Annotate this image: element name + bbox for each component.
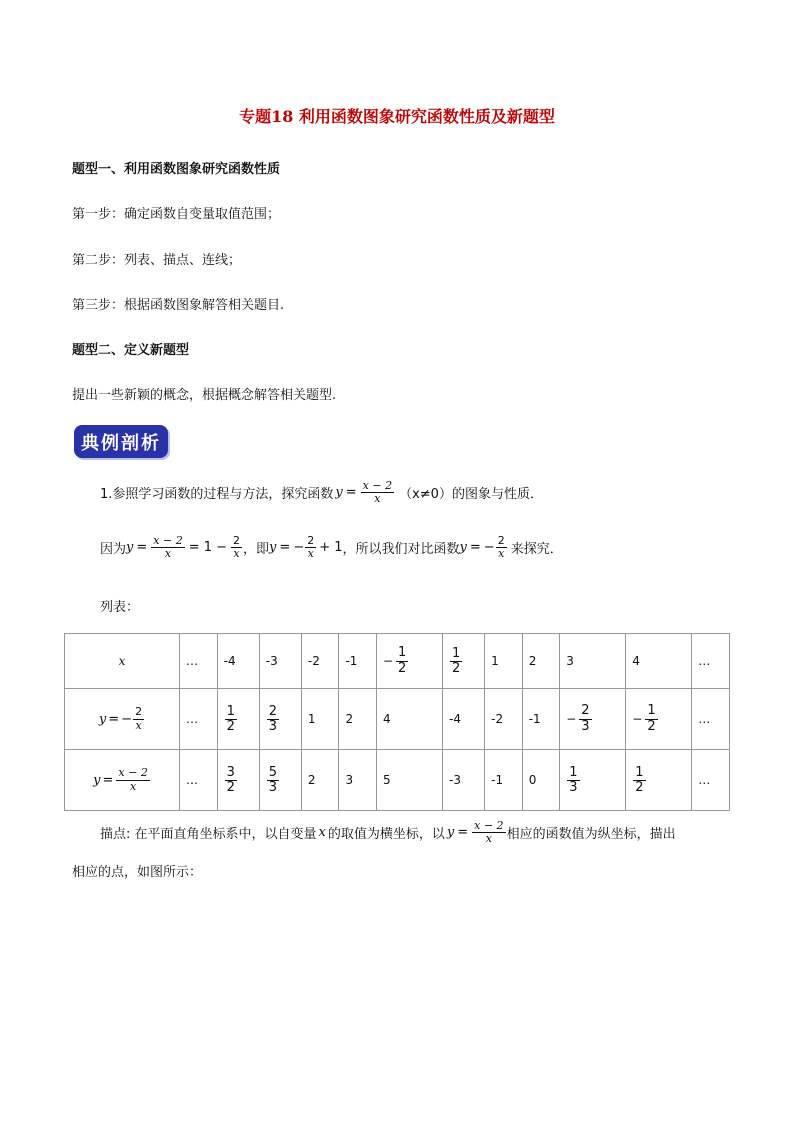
table-cell: … [692,634,730,689]
function-fraction [361,480,394,505]
table-cell: 5 [376,750,442,811]
row-head-y2 [65,750,180,811]
fraction-denominator: x [485,832,492,846]
table-cell: − $\frac{1}{2}$ [376,634,442,689]
table-cell: $\frac{1}{2}$ [626,750,692,811]
table-cell: -2 [301,634,339,689]
example-badge: 典例剖析 [74,425,168,458]
fraction-denominator: x [307,547,314,561]
compare-text: ，所以我们对比函数 [342,542,460,558]
table-cell: $\frac{2}{3}$ [259,689,301,750]
domain-condition: （x≠0）的图象与性质． [399,487,543,503]
table-cell: $\frac{1}{2}$ [217,689,259,750]
table-cell: 3 [560,634,626,689]
table-cell: 3 [339,750,377,811]
table-cell: … [692,689,730,750]
row-head-y1 [65,689,180,750]
page-title: 专题18 利用函数图象研究函数性质及新题型 [239,107,555,126]
table-cell: … [180,634,218,689]
miaodian-a: 描点: 在平面直角坐标系中，以自变量 [100,827,317,843]
table-cell: -1 [522,689,560,750]
fraction-denominator: x [233,547,240,561]
var-y: y [459,540,467,556]
table-cell: 2 [301,750,339,811]
equals-sign: = [102,772,114,788]
table-cell: 2 [339,689,377,750]
tanjiu-text: 来探究． [510,542,563,558]
because-line [100,535,563,560]
fraction-numerator: x − 2 [474,819,504,832]
problem-intro-line [100,480,543,505]
minus-sign: − [483,540,495,556]
miaodian-c: 相应的函数值为纵坐标，描出 [506,827,676,843]
plus-one: + 1 [319,540,343,556]
section2-heading: 题型二、定义新题型 [72,343,190,358]
two-over-x [305,535,316,560]
table-cell: -3 [259,634,301,689]
table-cell: $\frac{3}{2}$ [217,750,259,811]
fraction-numerator: 2 [135,705,143,719]
table-cell: -1 [485,750,523,811]
ji-text: ，即 [243,542,270,558]
table-cell: … [180,750,218,811]
step-3: 第三步：根据函数图象解答相关题目. [72,298,285,313]
fraction-numerator: x − 2 [118,766,148,780]
two-over-x [133,706,144,731]
problem-intro: 1.参照学习函数的过程与方法，探究函数 [100,487,334,503]
fraction-numerator: 2 [307,534,315,547]
minus-sign: − [121,711,133,727]
equals-sign: = [457,825,469,841]
fraction-numerator: 2 [497,534,505,547]
equals-sign: = [279,540,291,556]
step-2: 第二步：列表、描点、连线； [72,253,242,268]
equals-sign: = [469,540,481,556]
var-y: y [269,540,277,556]
section2-desc: 提出一些新颖的概念，根据概念解答相关题型. [72,388,337,403]
fraction-numerator: x − 2 [362,479,393,492]
miaodian-b: 的取值为横坐标，以 [327,827,445,843]
var-y: y [446,825,455,841]
table-cell: -1 [339,634,377,689]
var-y: y [335,485,343,501]
table-cell: … [180,689,218,750]
table-cell: -3 [443,750,485,811]
equals-sign: = [136,540,148,556]
table-cell: 4 [626,634,692,689]
step-1: 第一步：确定函数自变量取值范围； [72,207,281,222]
fraction-denominator: x [498,547,505,561]
liebiao-label: 列表： [100,600,140,615]
fraction-denominator: x [374,492,381,506]
row-head-x [65,634,180,689]
table-cell: − $\frac{1}{2}$ [626,689,692,750]
fraction-denominator: x [130,779,137,793]
section1-heading: 题型一、利用函数图象研究函数性质 [72,162,281,177]
table-cell: 0 [522,750,560,811]
table-cell: $\frac{1}{2}$ [443,634,485,689]
table-row-y1 [65,689,730,750]
table-cell: -4 [443,689,485,750]
equals-sign: = [345,485,357,501]
miaodian-line1 [100,820,676,845]
miaodian-line2: 相应的点，如图所示： [72,865,203,880]
table-cell: 4 [376,689,442,750]
function-fraction [151,535,184,560]
function-fraction [472,820,505,845]
table-cell: -2 [485,689,523,750]
table-row-y2 [65,750,730,811]
values-table [64,633,730,811]
two-over-x [231,535,242,560]
fraction-denominator: x [164,547,172,561]
equals-one-minus: = 1 − [188,540,228,556]
table-row-x [65,634,730,689]
minus-sign: − [293,540,305,556]
table-cell: -4 [217,634,259,689]
because-text: 因为 [100,542,127,558]
fraction-numerator: 2 [233,534,241,547]
table-cell: 2 [522,634,560,689]
equals-sign: = [108,711,120,727]
fraction-numerator: x − 2 [153,534,183,547]
table-cell: $\frac{1}{3}$ [560,750,626,811]
table-cell: 1 [301,689,339,750]
var-y: y [126,540,134,556]
var-x: x [318,825,326,841]
table-cell: 1 [485,634,523,689]
var-y: y [98,711,107,727]
fraction-denominator: x [135,718,142,732]
table-cell: − $\frac{2}{3}$ [560,689,626,750]
function-fraction [116,767,149,792]
table-cell: … [692,750,730,811]
var-y: y [93,772,101,788]
table-cell: $\frac{5}{3}$ [259,750,301,811]
var-x: x [118,654,126,668]
two-over-x [496,535,507,560]
